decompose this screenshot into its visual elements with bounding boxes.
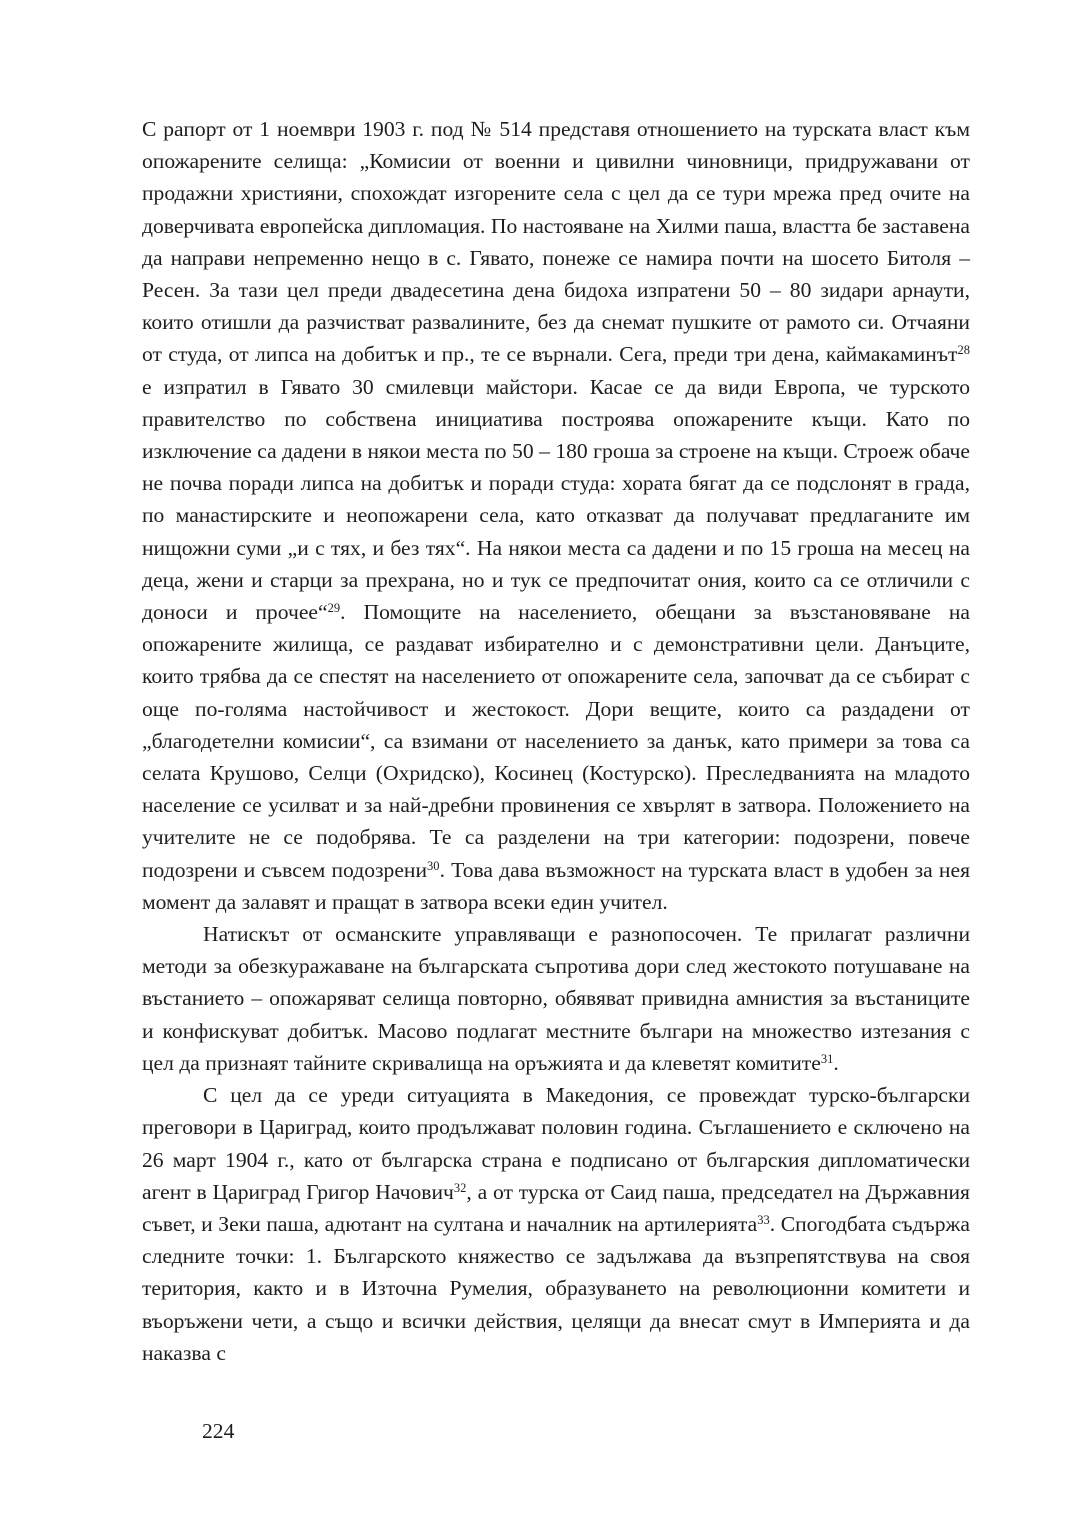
footnote-ref: 29 (327, 601, 341, 616)
text-run: С рапорт от 1 ноември 1903 г. под № 514 представя отношението на турската власт към опожарените селища: „Комисии от военни и цивилни чиновници, придружавани от продажни християни, спохождат изгорените села с цел да се тури мрежа пред очите на доверчивата европейска дипломация. По настояване на Хилми паша, властта бе заставена да направи непременно нещо в с. Гявато, понеже се намира почти на шосето Битоля – Ресен. За тази цел преди двадесетина дена бидоха изпратени 50 – 80 зидари арнаути, които отишли да разчистват развалините, без да снемат пушките от рамото си. Отчаяни от студа, от липса на добитък и пр., те се върнали. Сега, преди три дена, каймакаминът (142, 117, 970, 367)
text-run: Натискът от османските управляващи е разнопосочен. Те прилагат различни методи за обезкуражаване на българската съпротива дори след жестокото потушаване на въстанието – опожаряват селища повторно, обявяват привидна амнистия за въстаниците и конфискуват добитък. Масово подлагат местните българи на множество изтезания с цел да признаят тайните скривалища на оръжията и да клеветят комитите (142, 922, 970, 1075)
text-run: е изпратил в Гявато 30 смилевци майстори. Касае се да види Европа, че турското правителство по собствена инициатива построява опожарените къщи. Като по изключение са дадени в някои места по 50 – 180 гроша за строене на къщи. Строеж обаче не почва поради липса на добитък и поради студа: хората бягат да се подслонят в града, по манастирските и неопожарени села, като отказват да получават предлаганите им нищожни суми „и с тях, и без тях“. На някои места са дадени и по 15 гроша на месец на деца, жени и старци за прехрана, но и тук се предпочитат ония, които са се отличили с доноси и прочее“ (142, 374, 970, 625)
footnote-ref: 30 (427, 858, 440, 873)
text-run: . Спогодбата съдържа следните точки: 1. Българското княжество се задължава да възпрепятствува на своя територия, както и в Източна Румелия, образуването на революционни комитети и въоръжени чети, а също и всички действия, целящи да внесат смут в Империята и да наказва с (142, 1211, 970, 1365)
paragraph (142, 113, 970, 918)
footnote-ref: 33 (757, 1213, 770, 1228)
body-text (142, 113, 970, 1369)
paragraph (142, 918, 970, 1079)
footnote-ref: 28 (957, 343, 970, 358)
paragraph (142, 1079, 970, 1369)
footnote-ref: 32 (453, 1180, 467, 1195)
page-number: 224 (202, 1419, 235, 1443)
text-run: , а от турска от Саид паша, председател на Държавния съвет, и Зеки паша, адютант на султана и началник на артилерията (142, 1179, 970, 1236)
text-run: С цел да се уреди ситуацията в Македония, се провеждат турско-български преговори в Цариград, които продължават половин година. Съглашението е сключено на 26 март 1904 г., като от българска страна е подписано от българския дипломатически агент в Цариград Григор Начович (142, 1083, 970, 1204)
footnote-ref: 31 (820, 1052, 834, 1067)
text-run: . (833, 1050, 839, 1075)
text-run: . Това дава възможност на турската власт в удобен за нея момент да залавят и пращат в затвора всеки един учител. (142, 857, 970, 914)
text-run: . Помощите на населението, обещани за възстановяване на опожарените жилища, се раздават избирателно и с демонстративни цели. Данъците, които трябва да се спестят на населението от опожарените села, започват да се събират с още по-голяма настойчивост и жестокост. Дори вещите, които са раздадени от „благодетелни комисии“, са взимани от населението за данък, като примери за това са селата Крушово, Селци (Охридско), Косинец (Костурско). Преследванията на младото население се усилват и за най-дребни провинения се хвърлят в затвора. Положението на учителите не се подобрява. Те са разделени на три категории: подозрени, повече подозрени и съвсем подозрени (142, 600, 971, 882)
